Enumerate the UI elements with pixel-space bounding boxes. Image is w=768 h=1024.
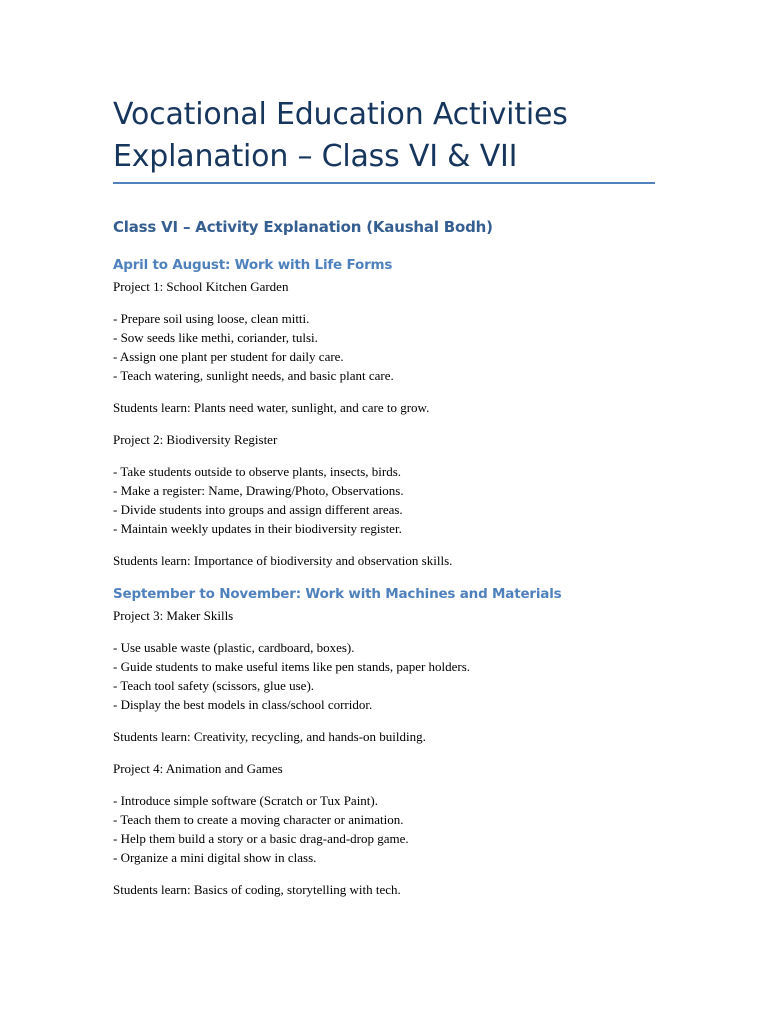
title-underline bbox=[113, 182, 655, 184]
list-item: - Organize a mini digital show in class. bbox=[113, 850, 317, 865]
document-page bbox=[113, 94, 658, 899]
list-item: - Sow seeds like methi, coriander, tulsi. bbox=[113, 330, 318, 345]
list-item: - Divide students into groups and assign different areas. bbox=[113, 502, 403, 517]
title-line-1: Vocational Education Activities bbox=[113, 97, 568, 132]
list-item: - Guide students to make useful items like pen stands, paper holders. bbox=[113, 659, 471, 674]
list-item: - Make a register: Name, Drawing/Photo, Observations. bbox=[113, 483, 404, 498]
list-item: - Display the best models in class/school corridor. bbox=[113, 697, 373, 712]
list-item: - Teach them to create a moving character or animation. bbox=[113, 812, 404, 827]
part-heading-april-august: April to August: Work with Life Forms bbox=[113, 257, 393, 273]
project-1-list bbox=[113, 309, 658, 385]
list-item: - Use usable waste (plastic, cardboard, boxes). bbox=[113, 640, 355, 655]
project-2-list bbox=[113, 462, 658, 538]
list-item: - Teach tool safety (scissors, glue use). bbox=[113, 678, 315, 693]
document-title bbox=[113, 94, 658, 178]
project-2-learn: Students learn: Importance of biodiversity and observation skills. bbox=[113, 553, 453, 568]
list-item: - Introduce simple software (Scratch or Tux Paint). bbox=[113, 793, 379, 808]
project-3-title: Project 3: Maker Skills bbox=[113, 608, 234, 623]
list-item: - Assign one plant per student for daily care. bbox=[113, 349, 344, 364]
project-4-list bbox=[113, 791, 658, 867]
project-4-title: Project 4: Animation and Games bbox=[113, 761, 283, 776]
project-4-learn: Students learn: Basics of coding, storytelling with tech. bbox=[113, 882, 401, 897]
title-line-2: Explanation – Class VI & VII bbox=[113, 139, 518, 174]
list-item: - Prepare soil using loose, clean mitti. bbox=[113, 311, 310, 326]
part-heading-september-november: September to November: Work with Machines and Materials bbox=[113, 586, 562, 602]
project-1-title: Project 1: School Kitchen Garden bbox=[113, 279, 289, 294]
project-3-list bbox=[113, 638, 658, 714]
project-2-title: Project 2: Biodiversity Register bbox=[113, 432, 278, 447]
list-item: - Help them build a story or a basic drag-and-drop game. bbox=[113, 831, 409, 846]
list-item: - Take students outside to observe plants, insects, birds. bbox=[113, 464, 402, 479]
project-1-learn: Students learn: Plants need water, sunlight, and care to grow. bbox=[113, 400, 430, 415]
section-heading-class-vi: Class VI – Activity Explanation (Kaushal Bodh) bbox=[113, 218, 493, 236]
list-item: - Maintain weekly updates in their biodiversity register. bbox=[113, 521, 402, 536]
list-item: - Teach watering, sunlight needs, and basic plant care. bbox=[113, 368, 394, 383]
project-3-learn: Students learn: Creativity, recycling, and hands-on building. bbox=[113, 729, 426, 744]
